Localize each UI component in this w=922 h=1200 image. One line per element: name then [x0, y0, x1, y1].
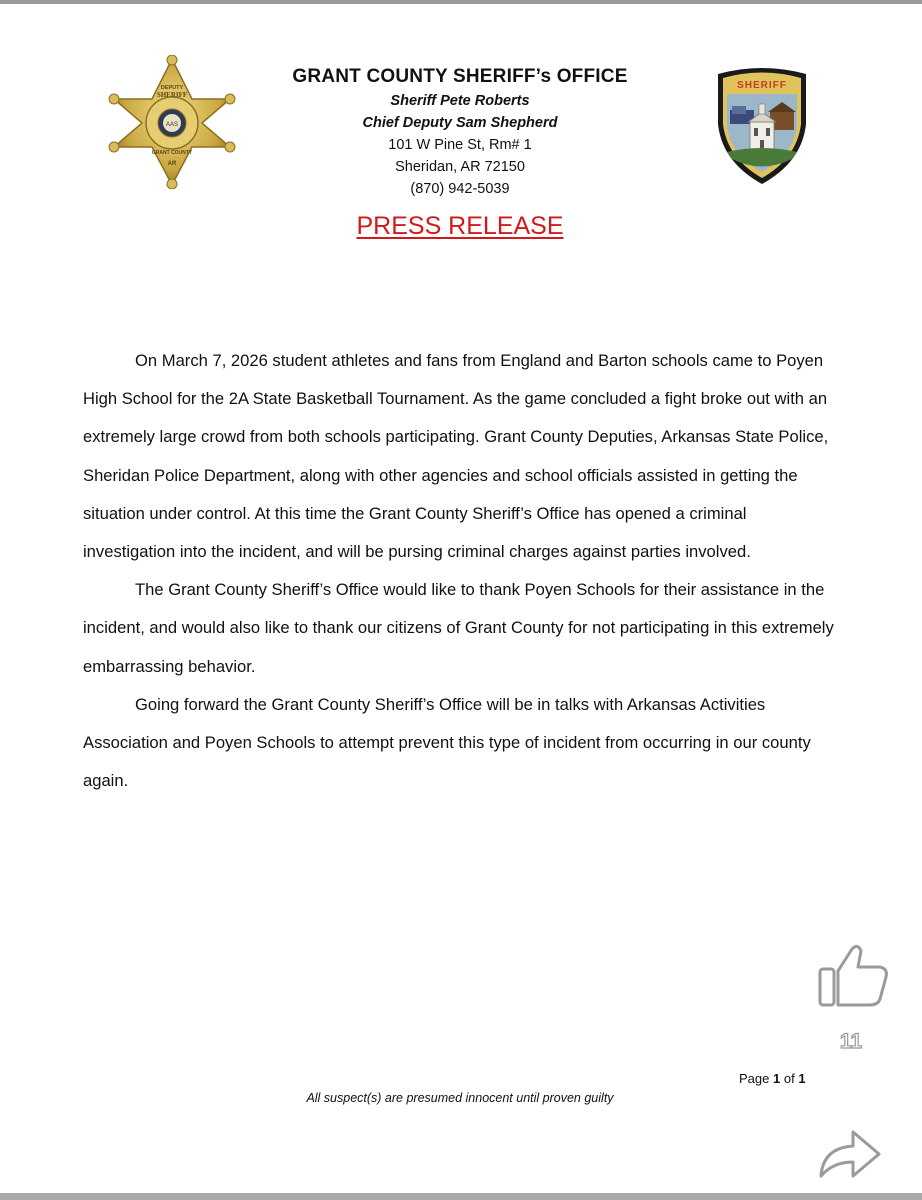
bottom-edge-bar	[0, 1193, 922, 1200]
sheriff-name: Sheriff Pete Roberts	[390, 93, 530, 109]
press-release-title: PRESS RELEASE	[356, 212, 564, 240]
svg-text:SHERIFF: SHERIFF	[156, 91, 188, 99]
body-paragraph-3: Going forward the Grant County Sheriff’s Office will be in talks with Arkansas Activities Association and Poyen Schools to attempt prevent this type of incident from occurring in our county again.	[83, 694, 811, 791]
like-count: 11	[839, 1030, 863, 1053]
body-paragraph-2: The Grant County Sheriff’s Office would like to thank Poyen Schools for their assistance in the incident, and would also like to thank our citizens of Grant County for not participating in this extremely embarrassing behavior.	[83, 580, 834, 676]
svg-text:DEPUTY: DEPUTY	[160, 85, 184, 91]
top-edge-bar	[0, 0, 922, 4]
press-release-body	[83, 342, 843, 800]
address-line-2: Sheridan, AR 72150	[395, 159, 525, 175]
chief-deputy-name: Chief Deputy Sam Shepherd	[362, 115, 558, 131]
svg-text:AR: AR	[167, 161, 177, 167]
page-number: Page 1 of 1	[739, 1071, 806, 1086]
body-paragraph-1: On March 7, 2026 student athletes and fans from England and Barton schools came to Poyen High School for the 2A State Basketball Tournament. As the game concluded a fight broke out with an extremely large crowd from both schools participating. Grant County Deputies, Arkansas State Police, Sheridan Police Department, along with other agencies and school officials assisted in getting the situation under control. At this time the Grant County Sheriff’s Office has opened a criminal investigation into the incident, and will be pursing criminal charges against parties involved.	[83, 351, 829, 562]
svg-text:SHERIFF: SHERIFF	[737, 80, 787, 91]
svg-text:GRANT COUNTY: GRANT COUNTY	[151, 150, 193, 156]
share-arrow-icon[interactable]	[815, 1118, 885, 1184]
office-name: GRANT COUNTY SHERIFF’s OFFICE	[292, 66, 628, 87]
sheriff-patch-icon	[712, 64, 812, 188]
phone-number: (870) 942-5039	[410, 181, 510, 197]
thumbs-up-icon[interactable]	[814, 941, 890, 1011]
svg-text:AAS: AAS	[165, 122, 179, 128]
letterhead	[250, 64, 670, 200]
disclaimer: All suspect(s) are presumed innocent until proven guilty	[306, 1091, 614, 1105]
address-line-1: 101 W Pine St, Rm# 1	[388, 137, 532, 153]
sheriff-star-badge-icon	[108, 55, 236, 189]
